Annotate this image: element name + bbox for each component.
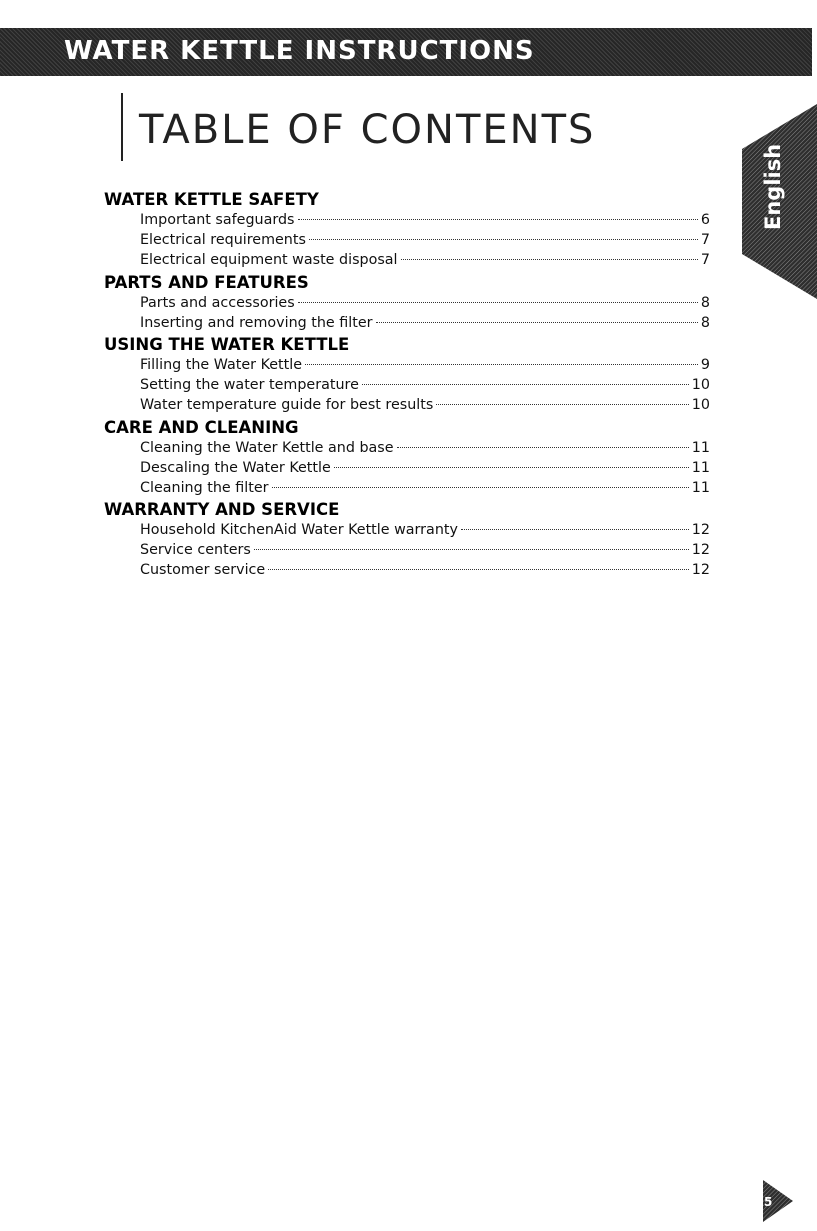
entry-page-number: 8 xyxy=(700,294,710,311)
title-rule xyxy=(121,93,123,161)
section-heading: PARTS AND FEATURES xyxy=(104,272,309,292)
toc-section xyxy=(104,189,710,271)
dot-leader xyxy=(309,239,698,240)
toc-section xyxy=(104,499,710,581)
entry-label: Electrical requirements xyxy=(140,232,306,249)
entry-label: Filling the Water Kettle xyxy=(140,356,303,373)
dot-leader xyxy=(397,447,689,448)
section-heading: WATER KETTLE SAFETY xyxy=(104,190,319,209)
entry-page-number: 12 xyxy=(691,542,710,559)
dot-leader xyxy=(298,219,698,220)
page-title: TABLE OF CONTENTS xyxy=(139,107,596,153)
toc-entry[interactable] xyxy=(140,355,710,375)
entry-page-number: 8 xyxy=(700,314,710,331)
toc-section xyxy=(104,334,710,416)
toc-entry[interactable] xyxy=(140,458,710,478)
entry-label: Descaling the Water Kettle xyxy=(140,459,331,476)
entry-label: Setting the water temperature xyxy=(140,377,359,394)
entry-label: Cleaning the Water Kettle and base xyxy=(140,439,394,456)
toc-entry[interactable] xyxy=(140,375,710,395)
entry-page-number: 6 xyxy=(700,212,710,228)
toc-entry[interactable] xyxy=(140,395,710,415)
section-heading: WARRANTY AND SERVICE xyxy=(104,500,340,520)
dot-leader xyxy=(334,467,689,468)
entry-page-number: 11 xyxy=(691,479,710,496)
section-heading: CARE AND CLEANING xyxy=(104,417,299,437)
entry-label: Cleaning the filter xyxy=(140,479,269,496)
entry-label: Customer service xyxy=(140,562,266,579)
toc-section xyxy=(104,272,710,333)
entry-label: Inserting and removing the filter xyxy=(140,314,373,331)
dot-leader xyxy=(436,404,688,405)
entry-page-number: 9 xyxy=(700,356,710,373)
dot-leader xyxy=(272,487,689,488)
entry-label: Service centers xyxy=(140,542,251,559)
entry-label: Household KitchenAid Water Kettle warranty xyxy=(140,522,458,539)
header-banner xyxy=(0,28,812,76)
section-heading: USING THE WATER KETTLE xyxy=(104,334,350,354)
toc-entry[interactable] xyxy=(140,230,710,250)
entry-page-number: 10 xyxy=(691,377,710,394)
entry-page-number: 11 xyxy=(691,439,710,456)
entry-page-number: 12 xyxy=(691,522,710,539)
table-of-contents xyxy=(104,189,710,581)
dot-leader xyxy=(376,322,698,323)
entry-label: Parts and accessories xyxy=(140,294,295,311)
language-tab-label: English xyxy=(761,143,785,230)
entry-page-number: 7 xyxy=(700,232,710,249)
toc-entry[interactable] xyxy=(140,313,710,333)
toc-section xyxy=(104,417,710,499)
toc-entry[interactable] xyxy=(140,520,710,540)
entry-label: Electrical equipment waste disposal xyxy=(140,252,398,269)
toc-entry[interactable] xyxy=(140,478,710,498)
entry-page-number: 7 xyxy=(700,252,710,269)
dot-leader xyxy=(268,569,689,570)
dot-leader xyxy=(305,364,698,365)
entry-label: Important safeguards xyxy=(140,212,295,228)
entry-page-number: 12 xyxy=(691,562,710,579)
toc-entry[interactable] xyxy=(140,210,710,230)
dot-leader xyxy=(254,549,689,550)
entry-label: Water temperature guide for best results xyxy=(140,397,434,414)
document-title: WATER KETTLE INSTRUCTIONS xyxy=(64,36,535,66)
toc-entry[interactable] xyxy=(140,250,710,270)
toc-entry[interactable] xyxy=(140,438,710,458)
dot-leader xyxy=(461,529,689,530)
toc-entry[interactable] xyxy=(140,560,710,580)
dot-leader xyxy=(401,259,698,260)
entry-page-number: 11 xyxy=(691,459,710,476)
page-number: 5 xyxy=(764,1195,773,1209)
toc-entry[interactable] xyxy=(140,540,710,560)
dot-leader xyxy=(362,384,689,385)
dot-leader xyxy=(298,302,698,303)
toc-entry[interactable] xyxy=(140,293,710,313)
entry-page-number: 10 xyxy=(691,397,710,414)
